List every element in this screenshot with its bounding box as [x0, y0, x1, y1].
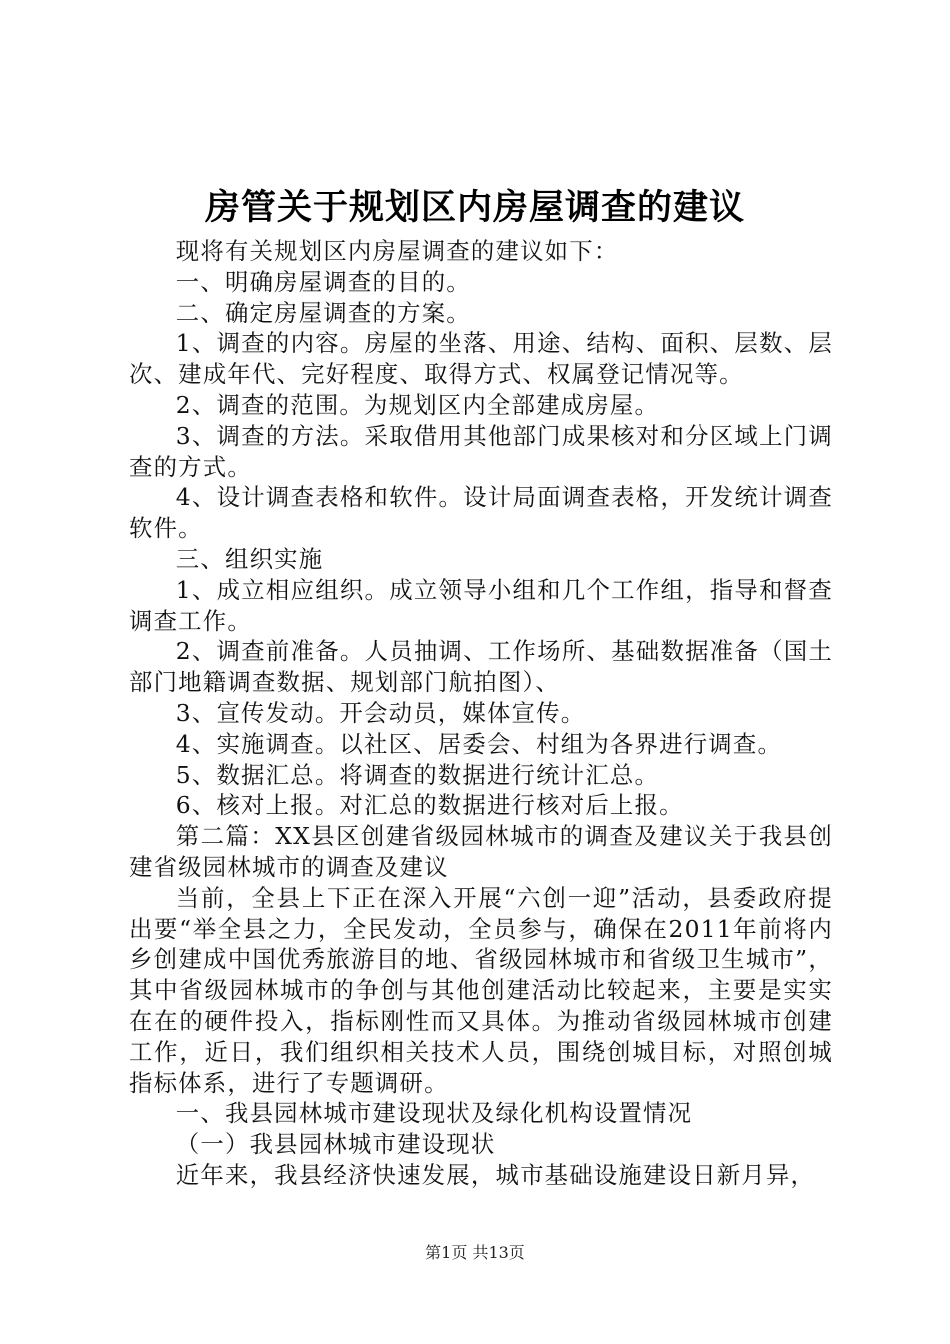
paragraph: 一、我县园林城市建设现状及绿化机构设置情况: [175, 1099, 693, 1128]
paragraph: 2、调查的范围。为规划区内全部建成房屋。: [175, 390, 660, 419]
page-footer: 第1页 共13页: [425, 1243, 525, 1262]
paragraph: 现将有关规划区内房屋调查的建议如下：: [175, 237, 619, 265]
paragraph: （一）我县园林城市建设现状: [175, 1130, 496, 1159]
paragraph: 2、调查前准备。人员抽调、工作场所、基础数据准备（国土部门地籍调查数据、规划部门航拍图）、: [129, 637, 833, 697]
paragraph: 二、确定房屋调查的方案。: [175, 298, 471, 327]
document-title: 房管关于规划区内房屋调查的建议: [204, 187, 745, 228]
paragraph: 当前，全县上下正在深入开展“六创一迎”活动，县委政府提出要“举全县之力，全民发动，全员参与，确保在2011年前将内乡创建成中国优秀旅游目的地、省级园林城市和省级卫生城市”，其中省级园林城市的争创与其他创建活动比较起来，主要是实实在在的硬件投入，指标刚性而又具体。为推动省级园林城市创建工作，近日，我们组织相关技术人员，围绕创城目标，对照创城指标体系，进行了专题调研。: [129, 883, 833, 1097]
paragraph: 3、宣传发动。开会动员，媒体宣传。: [175, 698, 586, 727]
paragraph: 3、调查的方法。采取借用其他部门成果核对和分区域上门调查的方式。: [129, 421, 833, 481]
paragraph: 1、调查的内容。房屋的坐落、用途、结构、面积、层数、层次、建成年代、完好程度、取得方式、权属登记情况等。: [129, 329, 833, 389]
paragraph: 近年来，我县经济快速发展，城市基础设施建设日新月异，: [175, 1160, 816, 1189]
document-body: [129, 236, 833, 1191]
paragraph: 第二篇：XX县区创建省级园林城市的调查及建议关于我县创建省级园林城市的调查及建议: [129, 822, 833, 881]
paragraph: 4、设计调查表格和软件。设计局面调查表格，开发统计调查软件。: [129, 483, 833, 543]
paragraph: 6、核对上报。对汇总的数据进行核对后上报。: [175, 791, 684, 820]
paragraph: 一、明确房屋调查的目的。: [175, 267, 471, 296]
paragraph: 1、成立相应组织。成立领导小组和几个工作组，指导和督查调查工作。: [129, 575, 833, 635]
paragraph: 4、实施调查。以社区、居委会、村组为各界进行调查。: [175, 729, 783, 758]
paragraph: 三、组织实施: [175, 544, 324, 573]
paragraph: 5、数据汇总。将调查的数据进行统计汇总。: [175, 760, 660, 789]
